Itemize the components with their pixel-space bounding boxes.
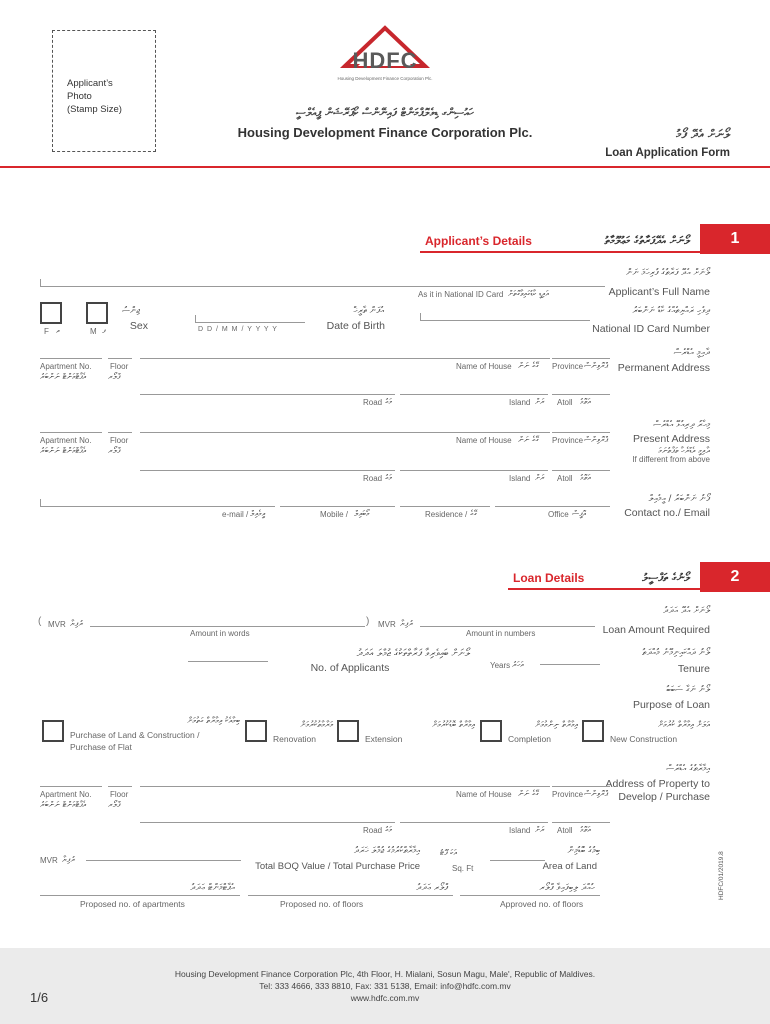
island-label: Island: [509, 474, 531, 483]
amount-words-close: ): [366, 616, 370, 627]
property-label-2: Develop / Purchase: [618, 791, 710, 803]
office-label: Office: [548, 510, 569, 519]
hdfc-logo: [330, 24, 440, 98]
mobile-input[interactable]: [280, 506, 395, 507]
province-label-dhivehi: ޕްރޮވިންސް: [584, 789, 608, 798]
email-label-dhivehi: އީމެއިލް: [250, 509, 266, 518]
property-apartment-input[interactable]: [40, 786, 102, 787]
male-label-dhivehi: ފ: [102, 326, 106, 335]
apartment-label: Apartment No.: [40, 436, 92, 445]
dob-label: Date of Birth: [326, 320, 385, 332]
section2-title: Loan Details: [513, 571, 585, 585]
years-label: Years: [490, 661, 511, 670]
atoll-label-dhivehi: އަތޮޅު: [580, 473, 591, 482]
floors-label: Proposed no. of floors: [280, 899, 364, 909]
applicants-label: No. of Applicants: [310, 662, 390, 674]
section2-number: 2: [700, 562, 770, 592]
boq-input[interactable]: [86, 860, 241, 861]
residence-label: Residence /: [425, 510, 468, 519]
apartment-label: Apartment No.: [40, 790, 92, 799]
house-label: Name of House: [456, 436, 512, 445]
island-label-dhivehi: ރަށް: [535, 825, 545, 834]
section1-bar: [420, 251, 702, 253]
amount-words-input[interactable]: [90, 626, 365, 627]
atoll-label-dhivehi: އަތޮޅު: [580, 397, 591, 406]
road-label-dhivehi: މަގު: [385, 397, 392, 406]
permanent-island-input[interactable]: [400, 394, 548, 395]
purpose-extension-label-dhivehi: އިމާރާތް ބޮޑުކުރުމަށް: [432, 720, 475, 730]
apartments-label: Proposed no. of apartments: [80, 899, 185, 909]
island-label-dhivehi: ރަށް: [535, 397, 545, 406]
property-atoll-input[interactable]: [552, 822, 610, 823]
sex-label: Sex: [129, 320, 148, 332]
residence-input[interactable]: [400, 506, 490, 507]
house-label-dhivehi: ގޭގެ ނަން: [518, 789, 539, 798]
boq-mvr-label-dhivehi: ރުފިޔާ: [62, 855, 75, 864]
residence-label-dhivehi: ގޭގެ: [470, 509, 477, 518]
tenure-label-dhivehi: ލޯނު ދައްކައިނިމޭނެ މުއްދަތު: [642, 648, 710, 658]
full-name-label-dhivehi: ލޯނަށް އެދޭ ފަރާތުގެ ފުރިހަމަ ނަން: [626, 268, 710, 278]
amount-numbers-input[interactable]: [420, 626, 595, 627]
floors-input[interactable]: [248, 895, 453, 896]
amount-words-open: (: [38, 616, 42, 627]
years-label-dhivehi: އަހަރު: [512, 660, 524, 669]
contact-label-dhivehi: ފޯނު ނަންބަރު / އީމެއިލް: [648, 494, 710, 504]
header-divider: [0, 166, 770, 168]
amount-label-dhivehi: ލޯނަށް އެދޭ އަދަދު: [663, 606, 710, 616]
section1-title: Applicant’s Details: [425, 234, 532, 248]
male-checkbox[interactable]: [86, 302, 108, 324]
permanent-road-input[interactable]: [140, 394, 395, 395]
footer-website: www.hdfc.com.mv: [350, 993, 420, 1003]
road-label: Road: [363, 398, 383, 407]
permanent-label-dhivehi: ދާއިމީ އެޑްރެސް: [673, 348, 710, 358]
house-label-dhivehi: ގޭގެ ނަން: [518, 435, 539, 444]
province-label-dhivehi: ޕްރޮވިންސް: [584, 361, 608, 370]
house-label: Name of House: [456, 362, 512, 371]
company-name: Housing Development Finance Corporation Plc.: [237, 125, 533, 140]
province-label-dhivehi: ޕްރޮވިންސް: [584, 435, 608, 444]
purpose-renovation-label-dhivehi: މަރާމާތުކުރުމަށް: [300, 720, 333, 730]
purpose-completion-label-dhivehi: އިމާރާތް ނިންމުމަށް: [535, 720, 578, 730]
property-road-input[interactable]: [140, 822, 395, 823]
permanent-apartment-input[interactable]: [40, 358, 102, 359]
atoll-label: Atoll: [557, 398, 573, 407]
purpose-purchase-label-dhivehi: ބިމާއެކު އިމާރާތް ގަތުމަށް: [187, 716, 240, 726]
office-input[interactable]: [495, 506, 610, 507]
permanent-province-input[interactable]: [552, 358, 610, 359]
property-province-input[interactable]: [552, 786, 610, 787]
dob-format: D D / M M / Y Y Y Y: [198, 326, 278, 333]
present-island-input[interactable]: [400, 470, 548, 471]
purpose-renovation-label: Renovation: [273, 734, 317, 744]
present-road-input[interactable]: [140, 470, 395, 471]
area-label: Area of Land: [542, 861, 597, 872]
mobile-label: Mobile /: [320, 510, 349, 519]
boq-label-dhivehi: އިމާރާތްކުރުމުގެ ޖުމްލަ ޚަރަދު: [353, 846, 420, 856]
present-label-dhivehi: މިހާރު ދިރިއުޅޭ އެޑްރެސް: [653, 420, 710, 430]
apartment-label-dhivehi: އެޕާޓްމަންޓް ނަންބަރު: [40, 800, 87, 809]
dob-input[interactable]: [195, 322, 305, 323]
purpose-purchase-label-1: Purchase of Land & Construction /: [70, 730, 200, 740]
permanent-house-input[interactable]: [140, 358, 550, 359]
page-number: 1/6: [30, 990, 49, 1005]
photo-label-1: Applicant’s: [67, 78, 113, 89]
property-label-1: Address of Property to: [605, 778, 710, 790]
footer-contact: Tel: 333 4666, 333 8810, Fax: 331 5138, Email: info@hdfc.com.mv: [259, 981, 511, 991]
purpose-new-construction-label: New Construction: [610, 734, 678, 744]
office-label-dhivehi: އޮފީސް: [572, 509, 586, 518]
email-input[interactable]: [40, 506, 275, 507]
floor-label: Floor: [110, 436, 129, 445]
permanent-atoll-input[interactable]: [552, 394, 610, 395]
purpose-label-dhivehi: ލޯނު ނަގާ ސަބަބު: [666, 685, 710, 695]
photo-box: [52, 30, 156, 152]
section2-bar: [508, 588, 702, 590]
atoll-label: Atoll: [557, 474, 573, 483]
property-floor-input[interactable]: [108, 786, 132, 787]
apartments-label-dhivehi: އެޕާޓްމަންޓް ޢަދަދު: [190, 883, 235, 893]
male-label: M: [90, 327, 97, 336]
photo-label-3: (Stamp Size): [67, 104, 122, 115]
atoll-label: Atoll: [557, 826, 573, 835]
road-label-dhivehi: މަގު: [385, 825, 392, 834]
company-name-dhivehi: ހައުސިންގ ޑިވެލޮޕްމަންޓް ފައިނޭންސް ކޯޕަރޭޝަން ޕީއެލްސީ: [296, 106, 474, 119]
footer: [0, 948, 770, 1024]
apartments-input[interactable]: [40, 895, 240, 896]
logo-tagline: Housing Development Finance Corporation Plc.: [337, 76, 433, 81]
province-label: Province: [552, 436, 584, 445]
purpose-new-construction-label-dhivehi: އަލަށް އިމާރާތް ކުރުމަށް: [657, 720, 710, 730]
present-label: Present Address: [632, 433, 710, 445]
boq-mvr-label: MVR: [40, 856, 58, 865]
applicants-label-dhivehi: ލޯނަށް ބައިވެރިވާ ފަރާތްތަކުގެ ޖުމްލަ އަދަދު: [356, 648, 470, 659]
id-card-label: National ID Card Number: [592, 323, 710, 335]
present-house-input[interactable]: [140, 432, 550, 433]
province-label: Province: [552, 790, 584, 799]
tenure-input[interactable]: [540, 664, 600, 665]
female-label-dhivehi: އ: [56, 326, 60, 335]
road-label-dhivehi: މަގު: [385, 473, 392, 482]
property-island-input[interactable]: [400, 822, 548, 823]
boq-label: Total BOQ Value / Total Purchase Price: [255, 861, 420, 872]
area-label-dhivehi: ބިމުގެ ބޮޑުމިން: [567, 846, 600, 856]
section2-title-dhivehi: ލޯނުގެ ތަފްސީލު: [642, 571, 690, 584]
mvr-label: MVR: [48, 620, 66, 629]
island-label: Island: [509, 826, 531, 835]
sex-label-dhivehi: ޖިންސު: [122, 306, 140, 316]
purpose-extension-checkbox[interactable]: [337, 720, 359, 742]
purpose-extension-label: Extension: [365, 734, 403, 744]
if-different-label: If different from above: [632, 455, 710, 464]
dob-label-dhivehi: އުފަން ތާރީޚް: [353, 306, 384, 316]
approved-input[interactable]: [460, 895, 600, 896]
female-label: F: [44, 327, 49, 336]
amount-label: Loan Amount Required: [602, 624, 710, 636]
purpose-new-construction-checkbox[interactable]: [582, 720, 604, 742]
form-title: Loan Application Form: [605, 147, 730, 159]
purpose-purchase-checkbox[interactable]: [42, 720, 64, 742]
island-label: Island: [509, 398, 531, 407]
if-different-label-dhivehi: ދާއިމީ އެޑްރެހާ ތަފާތުނަމަ: [658, 446, 710, 455]
property-label-dhivehi: އިމާރާތުގެ އެޑްރެސް: [666, 764, 710, 774]
atoll-label-dhivehi: އަތޮޅު: [580, 825, 591, 834]
approved-label: Approved no. of floors: [500, 899, 584, 909]
present-province-input[interactable]: [552, 432, 610, 433]
purpose-renovation-checkbox[interactable]: [245, 720, 267, 742]
apartment-label-dhivehi: އެޕާޓްމަންޓް ނަންބަރު: [40, 446, 87, 455]
as-in-id-label: As it in National ID Card: [418, 290, 504, 299]
mobile-label-dhivehi: މޯބައިލް: [354, 509, 370, 518]
purpose-completion-checkbox[interactable]: [480, 720, 502, 742]
road-label: Road: [363, 826, 383, 835]
house-label-dhivehi: ގޭގެ ނަން: [518, 361, 539, 370]
section1-number: 1: [700, 224, 770, 254]
apartment-label-dhivehi: އެޕާޓްމަންޓް ނަންބަރު: [40, 372, 87, 381]
mvr-label-dhivehi: ރުފިޔާ: [400, 619, 413, 628]
footer-address: Housing Development Finance Corporation Plc, 4th Floor, H. Mialani, Sosun Magu, Male', Republic of Maldives.: [174, 969, 596, 979]
present-apartment-input[interactable]: [40, 432, 102, 433]
photo-label-2: Photo: [67, 91, 92, 102]
purpose-label: Purpose of Loan: [632, 699, 710, 711]
id-card-label-dhivehi: ދިވެހި ރައްޔިތެއްގެ ކާޑު ނަންބަރު: [632, 306, 710, 316]
logo-text: HDFC: [352, 48, 418, 73]
floor-label-dhivehi: ފްލޯރ: [108, 800, 121, 809]
applicants-input[interactable]: [188, 661, 268, 662]
sqft-label-dhivehi: އަކަ ފޫޓު: [440, 848, 457, 857]
tenure-label: Tenure: [677, 663, 710, 675]
purpose-purchase-label-2: Purchase of Flat: [70, 742, 132, 752]
full-name-input[interactable]: [40, 286, 605, 287]
purpose-completion-label: Completion: [508, 734, 551, 744]
road-label: Road: [363, 474, 383, 483]
female-checkbox[interactable]: [40, 302, 62, 324]
present-floor-input[interactable]: [108, 432, 132, 433]
floor-label-dhivehi: ފްލޯރ: [108, 372, 121, 381]
form-code: HDFC/01/2019.8: [718, 851, 725, 900]
contact-label: Contact no./ Email: [624, 507, 710, 519]
full-name-label: Applicant’s Full Name: [608, 286, 710, 298]
approved-label-dhivehi: ހުއްދަ ލިބިފައިވާ ފްލޯރ: [539, 883, 595, 893]
mvr-label: MVR: [378, 620, 396, 629]
amount-words-label: Amount in words: [190, 629, 250, 638]
form-title-dhivehi: ލޯނަށް އެދޭ ފޯމު: [676, 127, 730, 141]
sqft-label: Sq. Ft: [452, 864, 474, 873]
floor-label-dhivehi: ފްލޯރ: [108, 446, 121, 455]
apartment-label: Apartment No.: [40, 362, 92, 371]
island-label-dhivehi: ރަށް: [535, 473, 545, 482]
permanent-label: Permanent Address: [617, 362, 710, 374]
property-house-input[interactable]: [140, 786, 550, 787]
province-label: Province: [552, 362, 584, 371]
id-card-input[interactable]: [420, 320, 590, 321]
amount-numbers-label: Amount in numbers: [466, 629, 536, 638]
floors-label-dhivehi: ފްލޯރ ޢަދަދު: [416, 883, 448, 893]
house-label: Name of House: [456, 790, 512, 799]
permanent-floor-input[interactable]: [108, 358, 132, 359]
email-label: e-mail /: [222, 510, 249, 519]
floor-label: Floor: [110, 362, 129, 371]
present-atoll-input[interactable]: [552, 470, 610, 471]
mvr-label-dhivehi: ރުފިޔާ: [70, 619, 83, 628]
as-in-id-label-dhivehi: އައިޑީ ކާޑުގައިވާގޮތަށް: [508, 289, 550, 298]
floor-label: Floor: [110, 790, 129, 799]
section1-title-dhivehi: ލޯނަށް އެދޭފަރާތުގެ މަޢުލޫމާތު: [604, 234, 690, 247]
